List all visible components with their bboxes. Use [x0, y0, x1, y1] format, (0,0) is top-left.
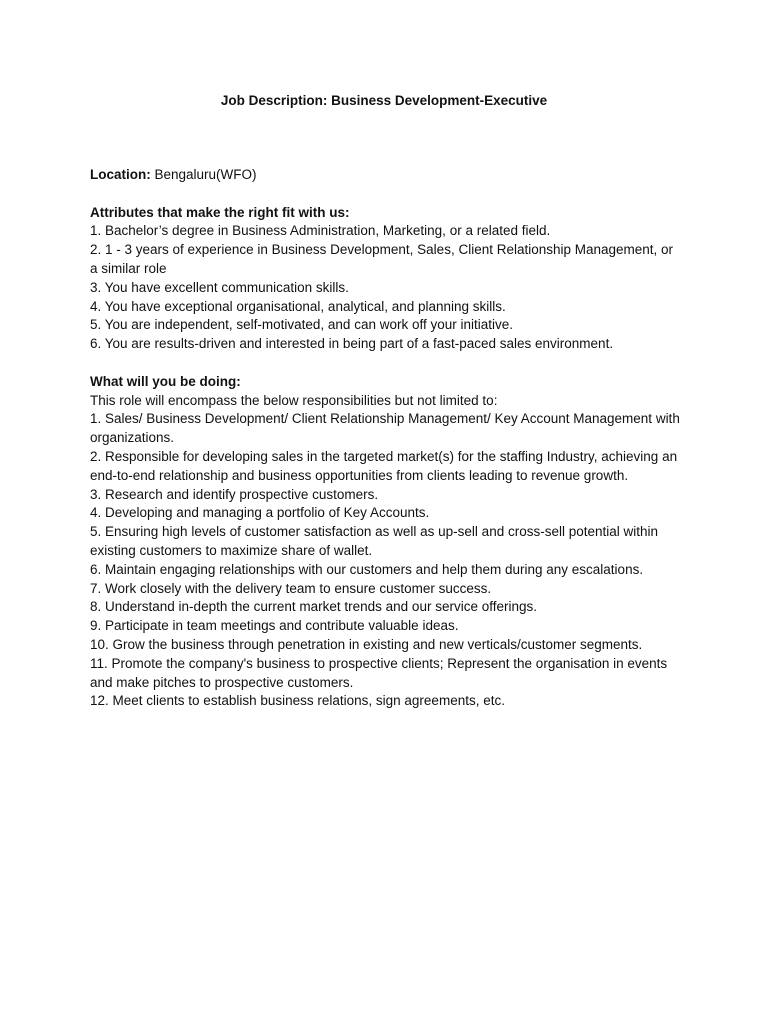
- list-item: 2. 1 - 3 years of experience in Business Development, Sales, Client Relationship Management, or a similar role: [90, 242, 674, 276]
- document-title: Job Description: Business Development-Executive: [220, 93, 548, 108]
- list-item: 11. Promote the company's business to prospective clients; Represent the organisation in events and make pitches to prospective customers.: [90, 655, 668, 690]
- responsibilities-intro: This role will encompass the below responsibilities but not limited to:: [90, 392, 498, 408]
- list-item: 12. Meet clients to establish business relations, sign agreements, etc.: [90, 693, 505, 709]
- list-item: 10. Grow the business through penetration in existing and new verticals/customer segments.: [90, 636, 643, 652]
- list-item: 6. You are results-driven and interested in being part of a fast-paced sales environment.: [90, 336, 614, 352]
- list-item: 2. Responsible for developing sales in the targeted market(s) for the staffing Industry, achieving an end-to-end relationship and business opportunities from clients leading to revenue growth.: [90, 448, 678, 483]
- list-item: 5. You are independent, self-motivated, and can work off your initiative.: [90, 317, 514, 333]
- document-body: [90, 166, 680, 730]
- attributes-heading: Attributes that make the right fit with us:: [90, 204, 350, 220]
- list-item: 1. Bachelor’s degree in Business Administration, Marketing, or a related field.: [90, 223, 551, 239]
- list-item: 8. Understand in-depth the current market trends and our service offerings.: [90, 599, 537, 615]
- list-item: 3. You have excellent communication skills.: [90, 279, 349, 295]
- responsibilities-heading: What will you be doing:: [90, 373, 241, 389]
- list-item: 5. Ensuring high levels of customer satisfaction as well as up-sell and cross-sell potential within existing customers to maximize share of wallet.: [90, 524, 659, 558]
- list-item: 6. Maintain engaging relationships with our customers and help them during any escalations.: [90, 561, 644, 577]
- attributes-section: [90, 204, 680, 354]
- location-line: [90, 166, 680, 185]
- list-item: 1. Sales/ Business Development/ Client Relationship Management/ Key Account Management with organizations.: [90, 411, 680, 446]
- list-item: 4. You have exceptional organisational, analytical, and planning skills.: [90, 298, 506, 314]
- list-item: 7. Work closely with the delivery team to ensure customer success.: [90, 580, 492, 596]
- list-item: 3. Research and identify prospective customers.: [90, 486, 379, 502]
- list-item: 4. Developing and managing a portfolio of Key Accounts.: [90, 505, 430, 521]
- location-value: Bengaluru(WFO): [150, 167, 257, 182]
- list-item: 9. Participate in team meetings and contribute valuable ideas.: [90, 618, 459, 634]
- location-label: Location:: [90, 167, 151, 182]
- responsibilities-section: [90, 373, 680, 711]
- attributes-list: [90, 222, 680, 354]
- responsibilities-list: [90, 410, 680, 711]
